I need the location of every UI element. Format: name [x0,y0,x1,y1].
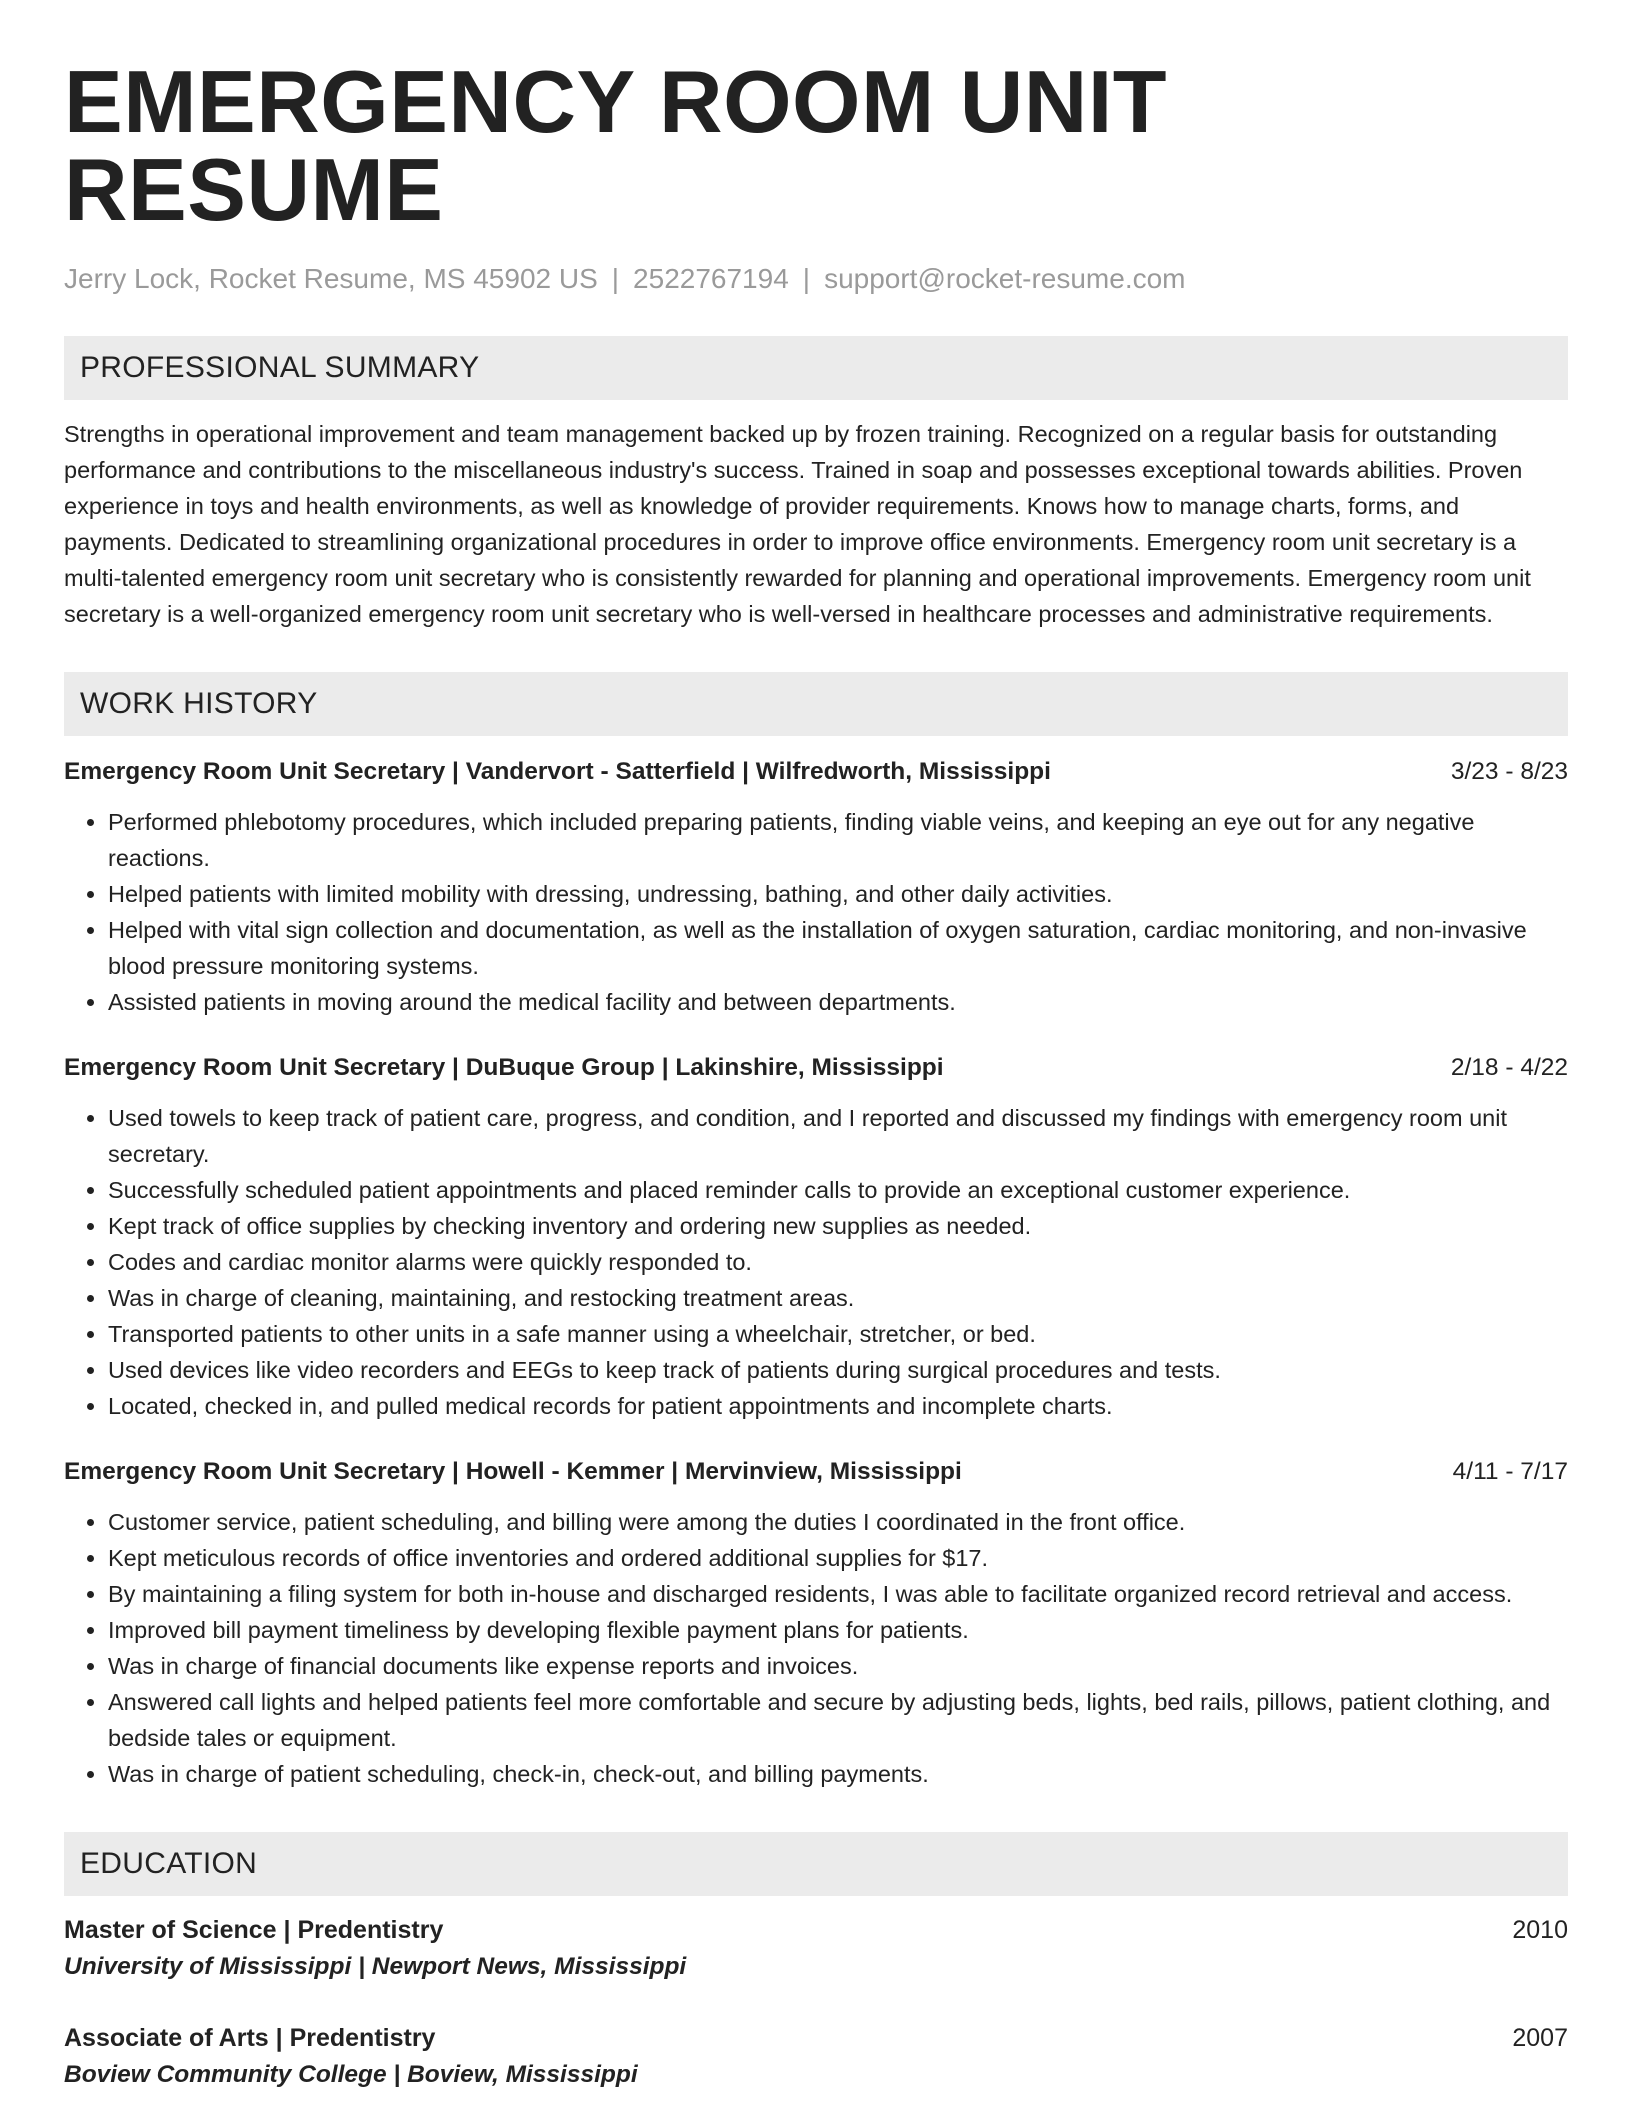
job-entry [64,754,1568,1020]
job-header [64,1454,1568,1490]
resume-title: EMERGENCY ROOM UNIT RESUME [64,52,1168,239]
job-dates: 2/18 - 4/22 [1450,1053,1568,1081]
contact-separator: | [611,263,620,294]
job-bullet: • Used devices like video recorders and EEGs to keep track of patients during surgical procedures and tests. [108,1352,1568,1388]
job-bullet: • Used towels to keep track of patient care, progress, and condition, and I reported and discussed my findings with emergency room unit secretary. [108,1100,1568,1172]
job-bullet: • Was in charge of patient scheduling, check-in, check-out, and billing payments. [108,1756,1568,1792]
contact-separator: | [802,263,811,294]
job-bullet: • Was in charge of cleaning, maintaining, and restocking treatment areas. [108,1280,1568,1316]
job-entry [64,1050,1568,1424]
summary-text: Strengths in operational improvement and team management backed up by frozen training. Recognized on a regular basis for outstanding performance and contributions to the miscellaneous industry's success. Trained in soap and possesses exceptional towards abilities. Proven experience in toys and health environments, as well as knowledge of provider requirements. Knows how to manage charts, forms, and payments. Dedicated to streamlining organizational procedures in order to improve office environments. Emergency room unit secretary is a multi-talented emergency room unit secretary who is consistently rewarded for planning and operational improvements. Emergency room unit secretary is a well-organized emergency room unit secretary who is well-versed in healthcare processes and administrative requirements. [64,420,1531,627]
education-school: Boview Community College | Boview, Mississippi [64,2060,638,2088]
job-dates: 4/11 - 7/17 [1452,1457,1568,1485]
job-bullet: • Kept meticulous records of office inventories and ordered additional supplies for $17. [108,1540,1568,1576]
education-entry [64,2020,1568,2094]
education-header [64,2020,1568,2056]
contact-address: Jerry Lock, Rocket Resume, MS 45902 US [64,263,598,294]
work-section-header [64,672,1568,736]
job-bullet: • Successfully scheduled patient appointments and placed reminder calls to provide an exceptional customer experience. [108,1172,1568,1208]
education-degree: Associate of Arts | Predentistry [64,2023,436,2052]
job-bullets [64,804,1568,1020]
contact-email: support@rocket-resume.com [824,263,1186,294]
job-bullets [64,1100,1568,1424]
job-header [64,754,1568,790]
summary-section-header [64,336,1568,400]
work-heading: WORK HISTORY [80,686,318,720]
education-degree: Master of Science | Predentistry [64,1915,444,1944]
job-title: Emergency Room Unit Secretary | Vandervort - Satterfield | Wilfredworth, Mississippi [64,757,1051,785]
job-header [64,1050,1568,1086]
job-bullet: • Improved bill payment timeliness by developing flexible payment plans for patients. [108,1612,1568,1648]
education-header [64,1912,1568,1948]
job-bullets [64,1504,1568,1792]
job-bullet: • Assisted patients in moving around the medical facility and between departments. [108,984,1568,1020]
job-entry [64,1454,1568,1792]
education-heading: EDUCATION [80,1846,258,1880]
job-bullet: • Transported patients to other units in a safe manner using a wheelchair, stretcher, or bed. [108,1316,1568,1352]
education-entry [64,1912,1568,1986]
job-bullet: • Helped patients with limited mobility with dressing, undressing, bathing, and other daily activities. [108,876,1568,912]
job-bullet: • Kept track of office supplies by checking inventory and ordering new supplies as needed. [108,1208,1568,1244]
job-title: Emergency Room Unit Secretary | Howell - Kemmer | Mervinview, Mississippi [64,1457,962,1485]
job-dates: 3/23 - 8/23 [1450,757,1568,785]
job-bullet: • Was in charge of financial documents like expense reports and invoices. [108,1648,1568,1684]
education-school: University of Mississippi | Newport News, Mississippi [64,1952,687,1980]
job-title: Emergency Room Unit Secretary | DuBuque Group | Lakinshire, Mississippi [64,1053,944,1081]
summary-heading: PROFESSIONAL SUMMARY [80,350,480,384]
job-bullet: • By maintaining a filing system for both in-house and discharged residents, I was able to facilitate organized record retrieval and access. [108,1576,1568,1612]
job-bullet: • Answered call lights and helped patients feel more comfortable and secure by adjusting beds, lights, bed rails, pillows, patient clothing, and bedside tales or equipment. [108,1684,1568,1756]
contact-phone: 2522767194 [633,263,789,294]
job-bullet: • Helped with vital sign collection and documentation, as well as the installation of oxygen saturation, cardiac monitoring, and non-invasive blood pressure monitoring systems. [108,912,1568,984]
education-section-header [64,1832,1568,1896]
job-bullet: • Performed phlebotomy procedures, which included preparing patients, finding viable veins, and keeping an eye out for any negative reactions. [108,804,1568,876]
education-year: 2010 [1512,1915,1568,1944]
contact-line [64,262,1568,296]
job-bullet: • Located, checked in, and pulled medical records for patient appointments and incomplete charts. [108,1388,1568,1424]
job-bullet: • Codes and cardiac monitor alarms were quickly responded to. [108,1244,1568,1280]
job-bullet: • Customer service, patient scheduling, and billing were among the duties I coordinated in the front office. [108,1504,1568,1540]
education-year: 2007 [1512,2023,1568,2052]
